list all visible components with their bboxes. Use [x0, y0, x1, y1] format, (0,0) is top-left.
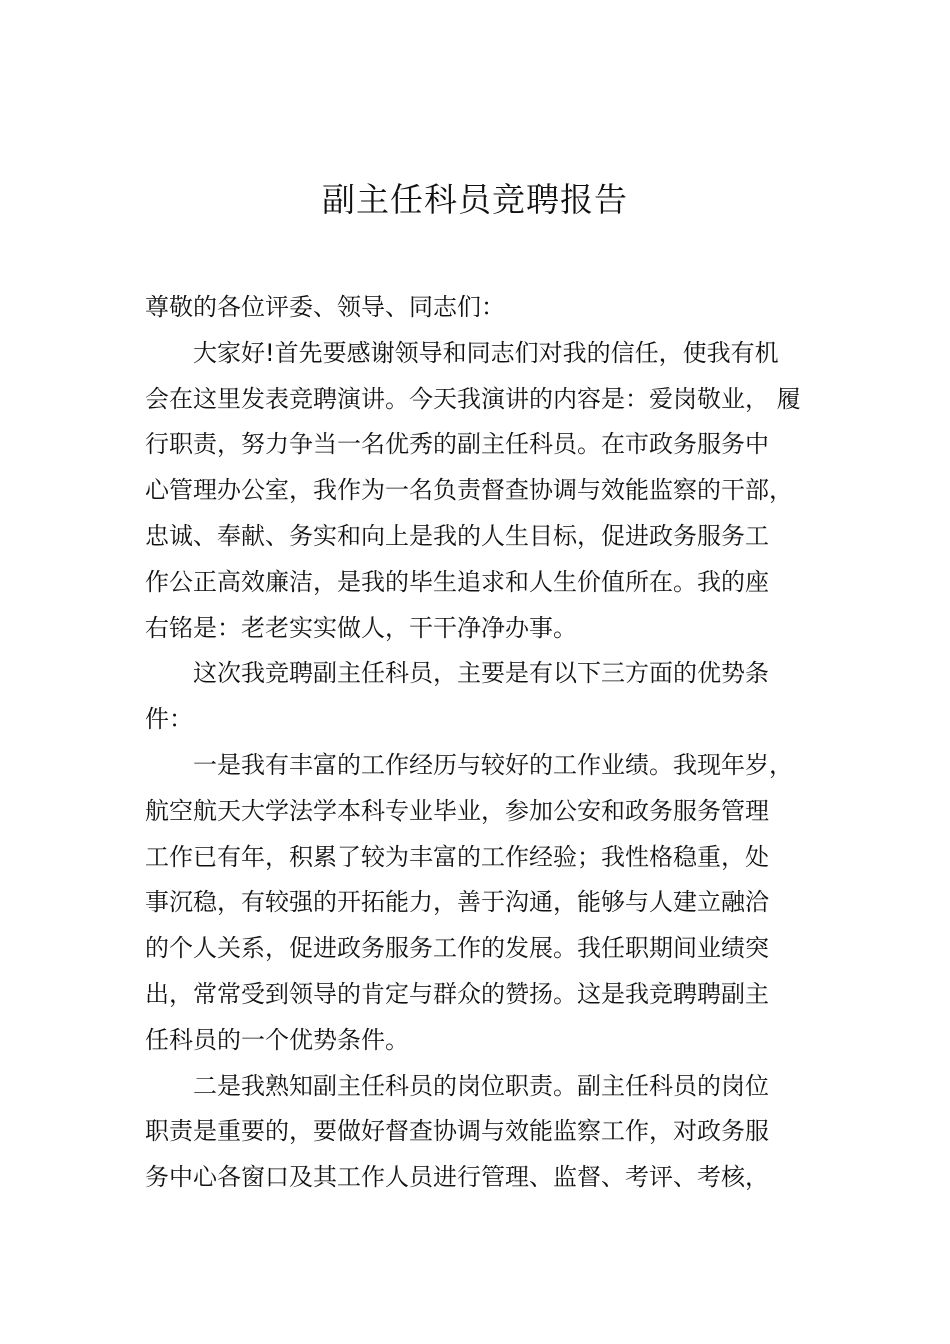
paragraph-line: 出，常常受到领导的肯定与群众的赞扬。这是我竞聘聘副主: [145, 979, 769, 1008]
document-title: 副主任科员竞聘报告: [322, 180, 628, 219]
paragraph-line: 二是我熟知副主任科员的岗位职责。副主任科员的岗位: [193, 1071, 769, 1100]
paragraph-line: 忠诚、奉献、务实和向上是我的人生目标，促进政务服务工: [145, 521, 769, 550]
paragraph-line: 一是我有丰富的工作经历与较好的工作业绩。我现年岁，: [193, 750, 793, 779]
paragraph-line: 件：: [145, 705, 193, 734]
paragraph-line: 事沉稳，有较强的开拓能力，善于沟通，能够与人建立融洽: [145, 888, 769, 917]
paragraph-line: 工作已有年，积累了较为丰富的工作经验；我性格稳重，处: [145, 842, 769, 871]
paragraph-line: 右铭是：老老实实做人，干干净净办事。: [145, 613, 577, 642]
paragraph-line: 任科员的一个优势条件。: [145, 1025, 409, 1054]
document-body: [145, 285, 845, 1201]
paragraph-line: 作公正高效廉洁，是我的毕生追求和人生价值所在。我的座: [145, 567, 769, 596]
paragraph-line: 大家好!首先要感谢领导和同志们对我的信任，使我有机: [193, 338, 779, 367]
paragraph-line: 的个人关系，促进政务服务工作的发展。我任职期间业绩突: [145, 934, 769, 963]
salutation-line: 尊敬的各位评委、领导、同志们：: [145, 293, 505, 321]
paragraph-line: 这次我竞聘副主任科员，主要是有以下三方面的优势条: [193, 659, 769, 688]
paragraph-line: 心管理办公室，我作为一名负责督查协调与效能监察的干部，: [145, 476, 793, 505]
paragraph-line: 行职责，努力争当一名优秀的副主任科员。在市政务服务中: [145, 430, 769, 459]
paragraph-line: 务中心各窗口及其工作人员进行管理、监督、考评、考核，: [145, 1163, 769, 1192]
paragraph-line: 职责是重要的，要做好督查协调与效能监察工作，对政务服: [145, 1117, 769, 1146]
paragraph-line: 航空航天大学法学本科专业毕业，参加公安和政务服务管理: [145, 796, 769, 825]
paragraph-line: 会在这里发表竞聘演讲。今天我演讲的内容是：爱岗敬业， 履: [145, 384, 801, 413]
